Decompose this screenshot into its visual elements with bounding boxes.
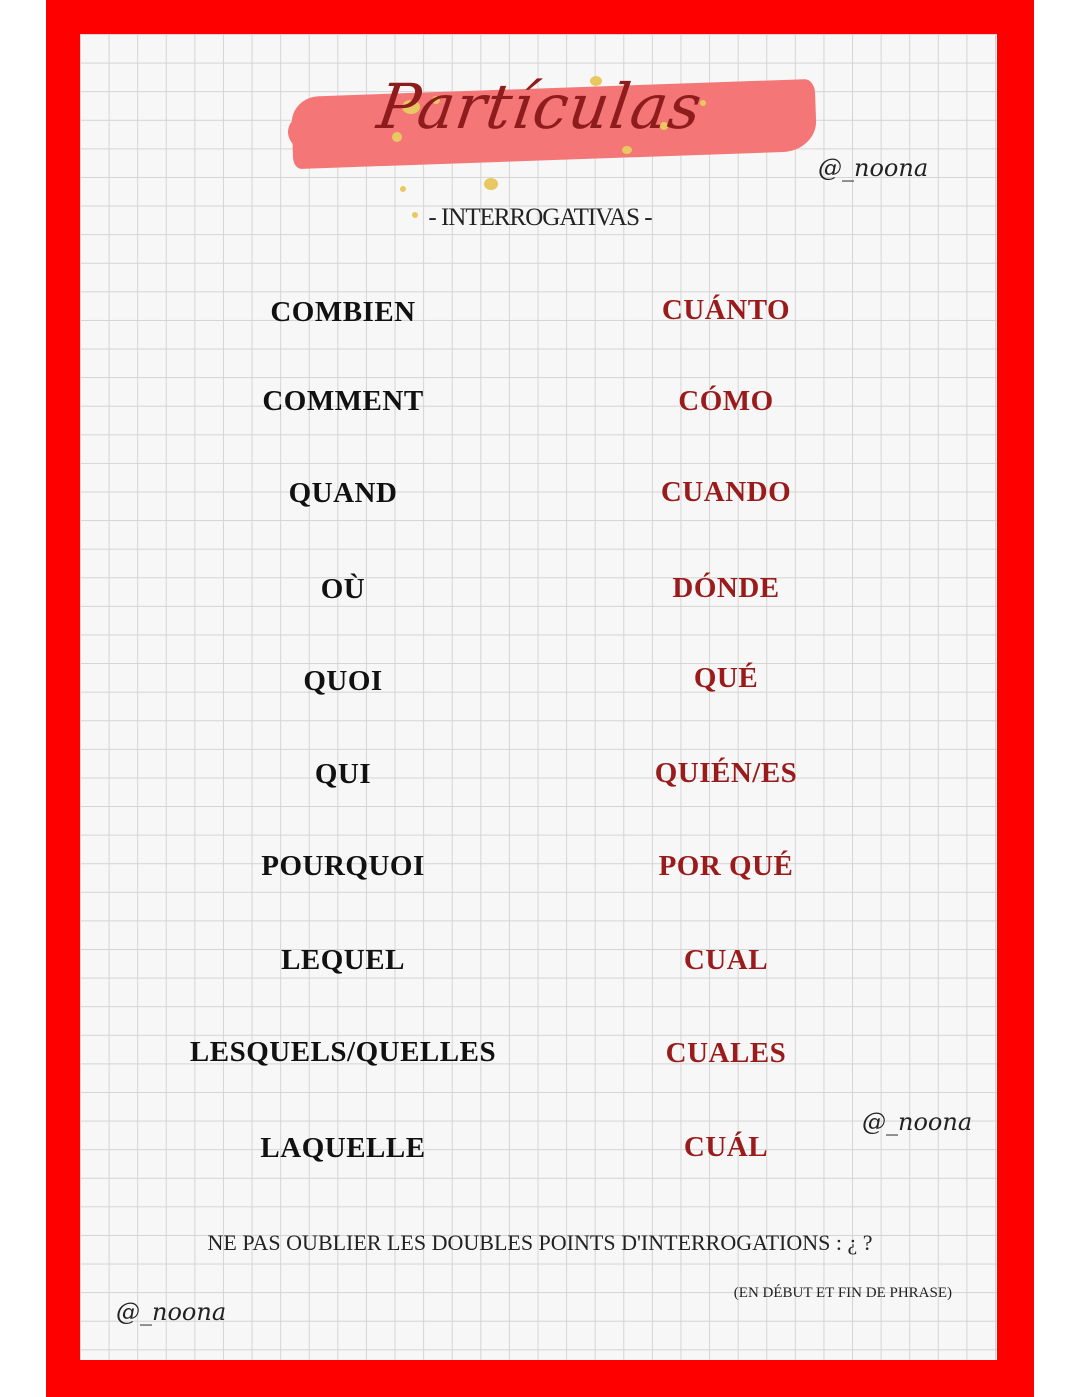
gold-splatter bbox=[400, 186, 406, 192]
spanish-word: CUÁL bbox=[683, 1131, 769, 1163]
spanish-word: CÓMO bbox=[678, 385, 774, 417]
french-word: QUOI bbox=[303, 665, 383, 697]
subtitle: - INTERROGATIVAS - bbox=[428, 204, 652, 231]
reminder-subnote: (EN DÉBUT ET FIN DE PHRASE) bbox=[733, 1285, 952, 1301]
gold-splatter bbox=[484, 178, 498, 190]
gold-splatter bbox=[622, 146, 632, 154]
spanish-word: CUÁNTO bbox=[661, 294, 791, 326]
french-word: QUAND bbox=[288, 477, 398, 509]
french-word: OÙ bbox=[320, 573, 366, 605]
french-word: COMBIEN bbox=[270, 296, 416, 328]
french-word: POURQUOI bbox=[261, 850, 425, 882]
spanish-word: CUAL bbox=[683, 944, 769, 976]
page-title: Partículas bbox=[373, 70, 707, 143]
handle-bottom: @_noona bbox=[116, 1298, 227, 1326]
spanish-word: DÓNDE bbox=[672, 572, 780, 604]
reminder-note: NE PAS OUBLIER LES DOUBLES POINTS D'INTERROGATIONS : ¿ ? bbox=[207, 1230, 873, 1255]
french-word: LAQUELLE bbox=[260, 1132, 426, 1164]
spanish-word: CUALES bbox=[665, 1037, 787, 1069]
handle-top: @_noona bbox=[818, 154, 929, 182]
french-word: QUI bbox=[314, 758, 372, 790]
french-word: LEQUEL bbox=[281, 944, 405, 976]
handle-middle: @_noona bbox=[862, 1108, 973, 1136]
spanish-word: POR QUÉ bbox=[658, 850, 794, 882]
french-word: COMMENT bbox=[262, 385, 424, 417]
spanish-word: CUANDO bbox=[660, 476, 792, 508]
french-word: LESQUELS/QUELLES bbox=[189, 1036, 497, 1068]
spanish-word: QUIÉN/ES bbox=[654, 757, 798, 789]
spanish-word: QUÉ bbox=[693, 662, 759, 694]
